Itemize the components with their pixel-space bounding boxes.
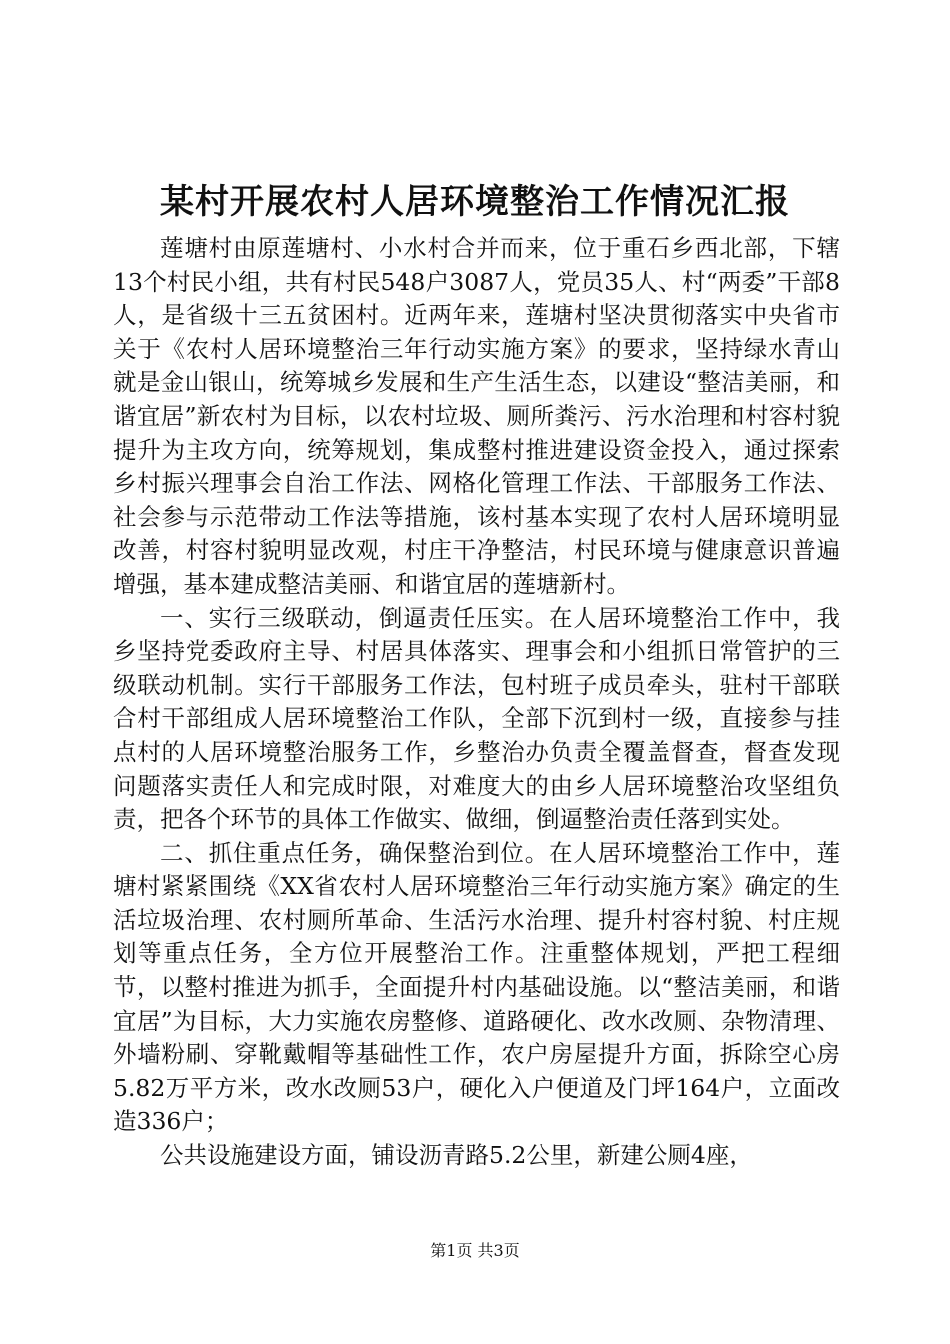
paragraph-section-one: 一、实行三级联动，倒逼责任压实。在人居环境整治工作中，我乡坚持党委政府主导、村居具体落实、理事会和小组抓日常管护的三级联动机制。实行干部服务工作法，包村班子成员牵头，驻村干部联合村干部组成人居环境整治工作队，全部下沉到村一级，直接参与挂点村的人居环境整治服务工作，乡整治办负责全覆盖督查，督查发现问题落实责任人和完成时限，对难度大的由乡人居环境整治攻坚组负责，把各个环节的具体工作做实、做细，倒逼整治责任落到实处。 [113, 603, 840, 834]
page-number-footer: 第1页 共3页 [430, 1241, 520, 1260]
document-body [113, 232, 840, 1173]
document-title: 某村开展农村人居环境整治工作情况汇报 [160, 182, 790, 222]
paragraph-intro: 莲塘村由原莲塘村、小水村合并而来，位于重石乡西北部，下辖13个村民小组，共有村民548户3087人，党员35人、村“两委”干部8人，是省级十三五贫困村。近两年来，莲塘村坚决贯彻落实中央省市关于《农村人居环境整治三年行动实施方案》的要求，坚持绿水青山就是金山银山，统筹城乡发展和生产生活生态，以建设“整洁美丽，和谐宜居”新农村为目标，以农村垃圾、厕所粪污、污水治理和村容村貌提升为主攻方向，统筹规划，集成整村推进建设资金投入，通过探索乡村振兴理事会自治工作法、网格化管理工作法、干部服务工作法、社会参与示范带动工作法等措施，该村基本实现了农村人居环境明显改善，村容村貌明显改观，村庄干净整洁，村民环境与健康意识普遍增强，基本建成整洁美丽、和谐宜居的莲塘新村。 [113, 234, 840, 598]
paragraph-section-two: 二、抓住重点任务，确保整治到位。在人居环境整治工作中，莲塘村紧紧围绕《XX省农村人居环境整治三年行动实施方案》确定的生活垃圾治理、农村厕所革命、生活污水治理、提升村容村貌、村庄规划等重点任务，全方位开展整治工作。注重整体规划，严把工程细节，以整村推进为抓手，全面提升村内基础设施。以“整洁美丽，和谐宜居”为目标，大力实施农房整修、道路硬化、改水改厕、杂物清理、外墙粉刷、穿靴戴帽等基础性工作，农户房屋提升方面，拆除空心房5.82万平方米，改水改厕53户，硬化入户便道及门坪164户，立面改造336户； [113, 838, 840, 1136]
paragraph-public-facilities: 公共设施建设方面，铺设沥青路5.2公里，新建公厕4座， [160, 1141, 753, 1170]
